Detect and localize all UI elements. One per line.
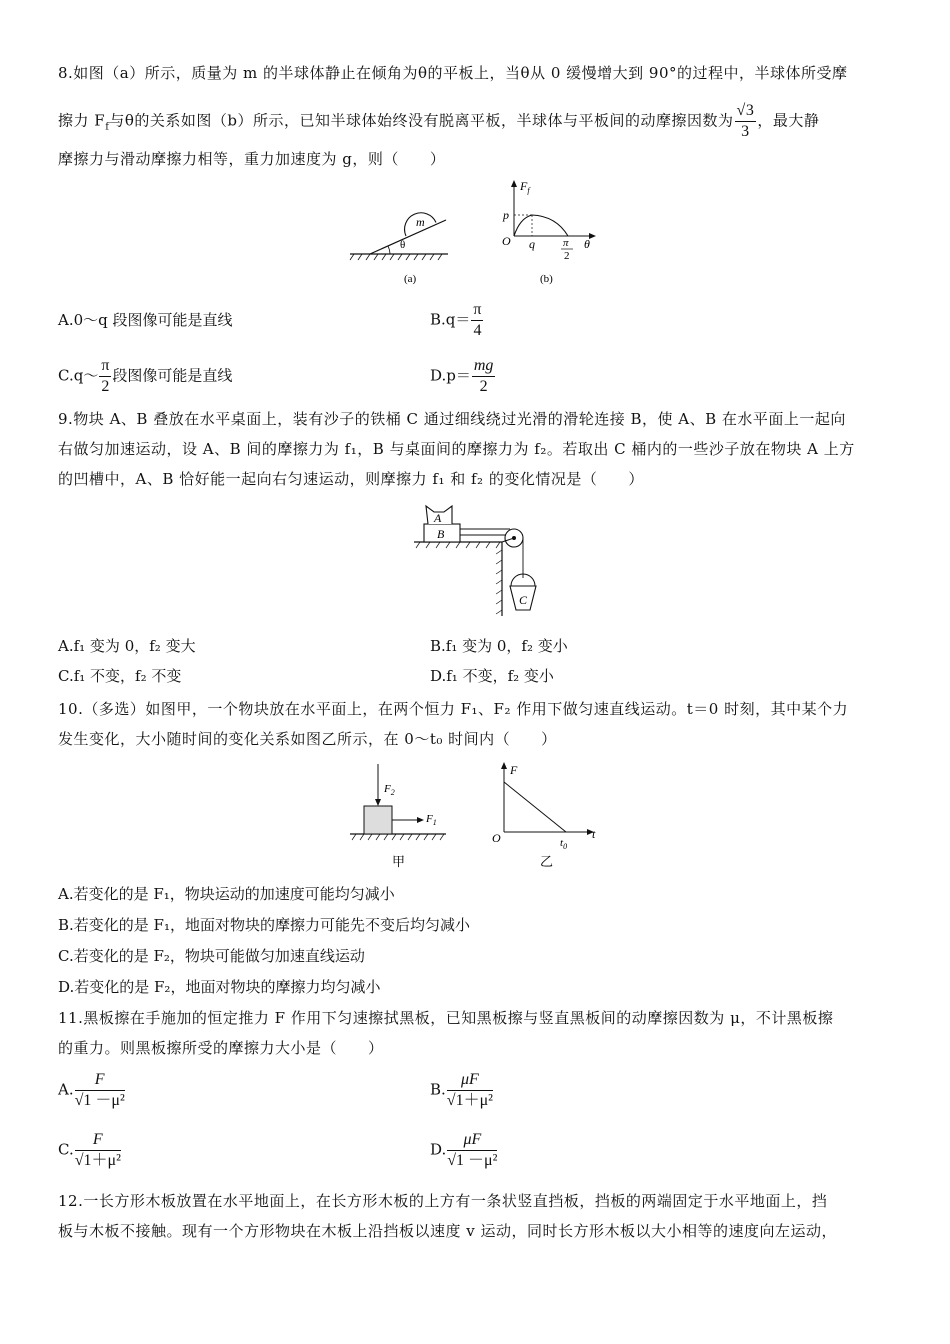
q10-fig-yi-caption: 乙: [540, 854, 554, 869]
q9-line2: 右做匀加速运动，设 A、B 间的摩擦力为 f₁，B 与桌面间的摩擦力为 f₂。若取出 C 桶内的一些沙子放在物块 A 上方: [58, 440, 855, 458]
q8-option-d: D.p＝ $\frac{mg}{2}$: [430, 357, 494, 395]
q8-fig-b-caption: (b): [540, 273, 553, 285]
q10-fig-yi-origin: O: [492, 831, 501, 845]
q8-line2-a: 擦力 F: [58, 111, 106, 130]
q8-line2-c: ，最大静: [757, 111, 820, 130]
q8-fig-a-mass: m: [416, 215, 425, 229]
q9-fig-block-b: B: [437, 527, 445, 541]
q10-fig-yi-xlabel: t: [592, 827, 596, 841]
q8-mu-fraction: [735, 101, 757, 142]
q8-figure-b: [498, 178, 603, 290]
q10-option-b: B.若变化的是 F₁，地面对物块的摩擦力可能先不变后均匀减小: [58, 916, 470, 934]
q11-option-c: C. $\frac{F}{\text{√1＋μ²}}$: [58, 1131, 121, 1169]
q11-line2: 的重力。则黑板擦所受的摩擦力大小是（ ）: [58, 1039, 384, 1057]
q8-figure-a: [348, 200, 458, 290]
q9-option-d: D.f₁ 不变，f₂ 变小: [430, 667, 554, 685]
q10-option-d: D.若变化的是 F₂，地面对物块的摩擦力均匀减小: [58, 978, 381, 996]
q8-option-b: B.q＝ $\frac{\pi}{4}$: [430, 301, 482, 339]
q8-mu-den: 3: [741, 123, 750, 140]
q10-fig-f1: $F_1$: [426, 813, 437, 827]
q8-fig-b-xlabel: θ: [584, 237, 590, 251]
q10-figure-jia: [348, 760, 448, 872]
q9-line1: 9.物块 A、B 叠放在水平桌面上，装有沙子的铁桶 C 通过细线绕过光滑的滑轮连接 B，使 A、B 在水平面上一起向: [58, 410, 846, 428]
q8-fig-b-p: p: [503, 208, 509, 222]
q8-fig-b-origin: O: [502, 234, 511, 248]
q8-option-a: A.0～q 段图像可能是直线: [58, 311, 233, 329]
q8-fig-b-q: q: [529, 237, 535, 251]
q11-line1: 11.黑板擦在手施加的恒定推力 F 作用下匀速擦拭黑板，已知黑板擦与竖直黑板间的动摩擦因数为 μ，不计黑板擦: [58, 1009, 834, 1027]
q9-figure: [410, 498, 550, 622]
q8-line2-sub: f: [105, 121, 110, 133]
q12-line1: 12.一长方形木板放置在水平地面上，在长方形木板的上方有一条状竖直挡板，挡板的两端固定于水平地面上，挡: [58, 1192, 828, 1210]
q10-line2: 发生变化，大小随时间的变化关系如图乙所示，在 0～t₀ 时间内（ ）: [58, 730, 557, 748]
q10-figure-yi: [490, 758, 602, 872]
q11-option-a: A. $\frac{F}{\text{√1 －μ²}}$: [58, 1071, 125, 1109]
q8-fig-b-pi: π: [563, 237, 569, 249]
q10-fig-yi-ylabel: F: [510, 763, 518, 777]
q9-fig-block-a: A: [434, 511, 442, 525]
q8-fig-a-angle: θ: [400, 239, 406, 251]
q9-option-a: A.f₁ 变为 0，f₂ 变大: [58, 637, 196, 655]
q9-line3: 的凹槽中，A、B 恰好能一起向右匀速运动，则摩擦力 f₁ 和 f₂ 的变化情况是（ ）: [58, 470, 644, 488]
q8-fig-b-two: 2: [564, 250, 570, 262]
q11-option-d: D. $\frac{\mu F}{\text{√1 －μ²}}$: [430, 1131, 498, 1169]
q10-fig-f2: $F_2$: [384, 783, 395, 797]
q9-option-c: C.f₁ 不变，f₂ 不变: [58, 667, 182, 685]
q8-line1: 8.如图（a）所示，质量为 m 的半球体静止在倾角为θ的平板上，当θ从 0 缓慢增大到 90°的过程中，半球体所受摩: [58, 64, 848, 82]
q9-option-b: B.f₁ 变为 0，f₂ 变小: [430, 637, 568, 655]
q8-fig-b-ylabel: $F_f$: [520, 179, 530, 195]
q10-line1: 10.（多选）如图甲，一个物块放在水平面上，在两个恒力 F₁、F₂ 作用下做匀速直线运动。t＝0 时刻，其中某个力: [58, 700, 849, 718]
q11-option-b: B. $\frac{\mu F}{\text{√1＋μ²}}$: [430, 1071, 493, 1109]
q9-fig-bucket-c: C: [519, 593, 528, 607]
q10-fig-yi-t0: $t_0$: [560, 837, 568, 851]
q8-line2-b: 与θ的关系如图（b）所示，已知半球体始终没有脱离平板，半球体与平板间的动摩擦因数为: [109, 111, 734, 130]
q8-mu-num: √3: [735, 101, 757, 122]
q10-option-c: C.若变化的是 F₂，物块可能做匀加速直线运动: [58, 947, 365, 965]
q8-fig-a-caption: (a): [404, 273, 417, 285]
q8-line3: 摩擦力与滑动摩擦力相等，重力加速度为 g，则（ ）: [58, 150, 446, 168]
q10-fig-jia-caption: 甲: [392, 854, 406, 869]
q8-option-c: C.q～ $\frac{\pi}{2}$ 段图像可能是直线: [58, 357, 233, 395]
q8-line2: [58, 101, 898, 143]
q12-line2: 板与木板不接触。现有一个方形物块在木板上沿挡板以速度 v 运动，同时长方形木板以大小相等的速度向左运动，: [58, 1222, 838, 1240]
q10-option-a: A.若变化的是 F₁，物块运动的加速度可能均匀减小: [58, 885, 395, 903]
